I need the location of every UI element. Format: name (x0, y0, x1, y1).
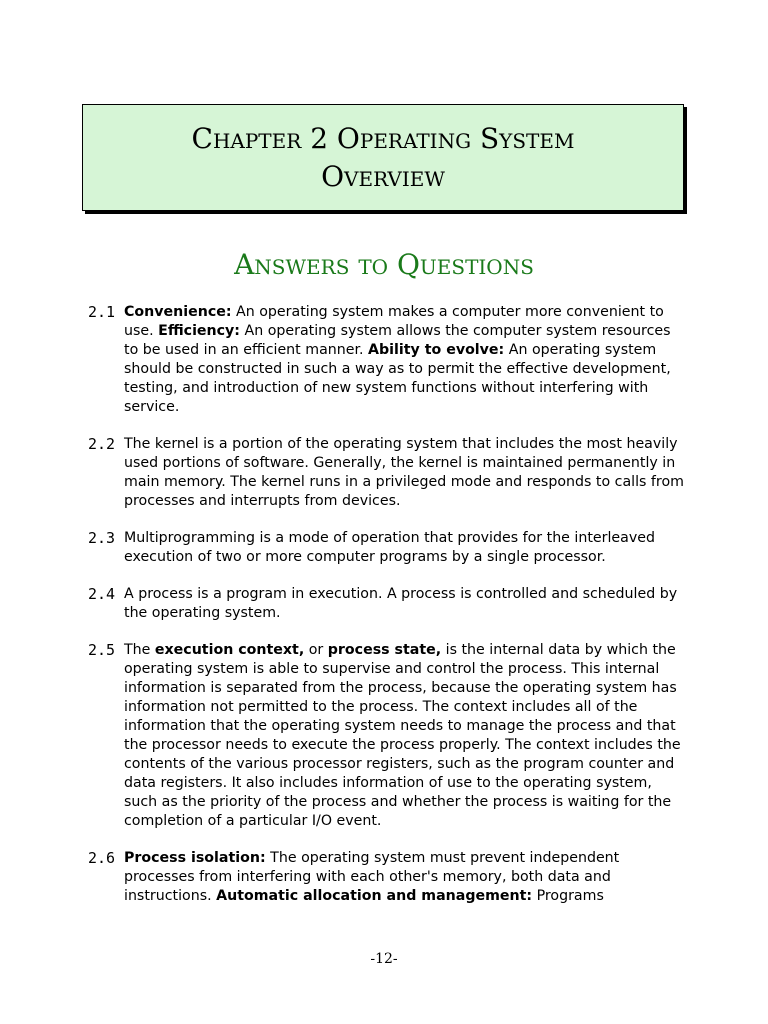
answer-item (88, 303, 688, 417)
answer-number: 2.5 (88, 641, 116, 659)
answer-term: process state, (327, 642, 442, 658)
chapter-title-line-2: Overview (321, 159, 445, 193)
answer-term: Ability to evolve: (368, 342, 505, 358)
answer-text (124, 849, 688, 906)
answer-text-run: or (304, 642, 328, 658)
answer-term: Efficiency: (158, 323, 240, 339)
answer-text-run: An operating system allows the computer system resources to be used in an efficient manner. (124, 323, 671, 358)
answer-number: 2.4 (88, 585, 116, 603)
answer-text-run: Multiprogramming is a mode of operation that provides for the interleaved execution of two or more computer programs by a single processor. (124, 530, 655, 565)
answer-text-run: The kernel is a portion of the operating system that includes the most heavily used portions of software. Generally, the kernel is maintained permanently in main memory. The kernel runs in a privileged mode and responds to calls from processes and interrupts from devices. (124, 436, 684, 509)
answer-term: execution context, (154, 642, 305, 658)
chapter-title-box (82, 104, 684, 211)
answer-number: 2.1 (88, 303, 116, 321)
page-number: -12- (370, 951, 398, 967)
answer-number: 2.6 (88, 849, 116, 867)
answer-term: Convenience: (124, 304, 232, 320)
answer-text (124, 435, 688, 511)
answer-text-run: The operating system must prevent independent processes from interfering with each other's memory, both data and instructions. (124, 850, 620, 904)
answer-text-run: A process is a program in execution. A process is controlled and scheduled by the operating system. (124, 586, 678, 621)
answer-number: 2.3 (88, 529, 116, 547)
answer-term: Process isolation: (124, 850, 266, 866)
answers-list (88, 303, 688, 924)
answer-text (124, 641, 688, 831)
answer-text-run: is the internal data by which the operating system is able to supervise and control the process. This internal information is separated from the process, because the operating system has information not permitted to the process. The context includes all of the information that the operating system needs to manage the process and that the processor needs to execute the process properly. The context includes the contents of the various processor registers, such as the program counter and data registers. It also includes information of use to the operating system, such as the priority of the process and whether the process is waiting for the completion of a particular I/O event. (124, 642, 681, 829)
chapter-title-line-1: Chapter 2 Operating System (191, 121, 575, 155)
answer-text (124, 529, 688, 567)
answer-text (124, 303, 688, 417)
answer-text-run: An operating system makes a computer more convenient to use. (124, 304, 664, 339)
answer-text-run: Programs (532, 888, 604, 904)
section-heading: Answers to Questions (234, 248, 534, 281)
answer-text-run: The (124, 642, 155, 658)
answer-item (88, 641, 688, 831)
answer-item (88, 849, 688, 906)
answer-term: Automatic allocation and management: (216, 888, 533, 904)
answer-item (88, 585, 688, 623)
answer-item (88, 529, 688, 567)
answer-item (88, 435, 688, 511)
answer-text (124, 585, 688, 623)
answer-number: 2.2 (88, 435, 116, 453)
answer-text-run: An operating system should be constructed in such a way as to permit the effective development, testing, and introduction of new system functions without interfering with service. (124, 342, 671, 415)
